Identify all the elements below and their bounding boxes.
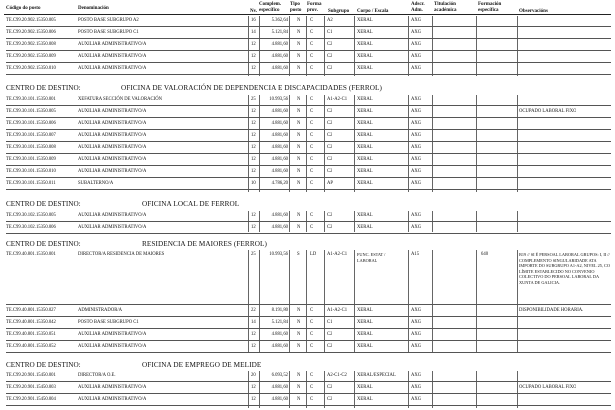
cell-codigo: TE.C99.20.902.15350.006 <box>6 30 56 35</box>
cell-adscr: AXG <box>411 397 422 402</box>
cell-nivel: 12 <box>251 133 256 138</box>
table-row-director <box>0 250 615 304</box>
cell-tipo: N <box>297 121 301 126</box>
cell-complemento: 4.881,60 <box>271 109 288 114</box>
cell-corpo: FUNC. ESTAT / LABORAL <box>357 252 386 263</box>
cell-adscr: AXG <box>411 344 422 349</box>
row-rule <box>6 233 611 234</box>
cell-forma: C <box>310 30 314 35</box>
cell-observacions: DISPONIBILIDADE HORARIA. <box>519 308 584 313</box>
table-row <box>0 342 615 352</box>
cell-forma: C <box>310 181 314 186</box>
cell-tipo: N <box>297 308 301 313</box>
cell-codigo: TE.C99.20.901.15450.004 <box>6 397 56 402</box>
cell-complemento: 4.881,60 <box>271 133 288 138</box>
cell-complemento: 5.121,84 <box>271 320 288 325</box>
cell-subgrupo: A1-A2-C1 <box>327 308 348 313</box>
cell-tipo: N <box>297 332 301 337</box>
cell-codigo: TE.C99.30.102.15350.005 <box>6 213 56 218</box>
cell-tipo: N <box>297 66 301 71</box>
cell-denominacion: AUXILIAR ADMINISTRATIVO/A <box>78 332 147 337</box>
cell-codigo: TE.C99.20.902.15350.010 <box>6 66 56 71</box>
cell-corpo: XERAL <box>357 157 373 162</box>
header-forma: Forma prov. <box>307 2 322 13</box>
cell-tipo: N <box>297 225 301 230</box>
table-row <box>0 107 615 117</box>
cell-subgrupo: C2 <box>327 385 333 390</box>
cell-tipo: S <box>297 252 300 257</box>
cell-adscr: AXG <box>411 66 422 71</box>
cell-tipo: N <box>297 344 301 349</box>
table-row <box>0 211 615 221</box>
table-row <box>0 16 615 26</box>
cell-observacions: OCUPADO LABORAL FIXO <box>519 109 577 114</box>
cell-tipo: N <box>297 54 301 59</box>
header-rule <box>4 14 611 15</box>
cell-codigo: TE.C99.30.101.15350.008 <box>6 145 56 150</box>
cell-complemento: 6.093,52 <box>271 373 288 378</box>
cell-adscr: AXG <box>411 42 422 47</box>
cell-nivel: 20 <box>251 373 256 378</box>
cell-corpo: XERAL <box>357 308 373 313</box>
cell-subgrupo: C2 <box>327 225 333 230</box>
table-row <box>0 52 615 62</box>
section-label: CENTRO DE DESTINO: <box>6 200 81 208</box>
cell-tipo: N <box>297 169 301 174</box>
row-rule <box>6 189 611 190</box>
cell-forma: LD <box>310 252 317 257</box>
cell-tipo: N <box>297 133 301 138</box>
table-row <box>0 179 615 189</box>
cell-complemento: 4.881,60 <box>271 54 288 59</box>
cell-codigo: TE.C99.30.101.15350.006 <box>6 121 56 126</box>
cell-subgrupo: C2 <box>327 344 333 349</box>
cell-denominacion: AUXILIAR ADMINISTRATIVO/A <box>78 157 147 162</box>
cell-denominacion: AUXILIAR ADMINISTRATIVO/A <box>78 169 147 174</box>
cell-observacions: B19 // SI É PERSOAL LABORAL GRUPOS: I, II // COMPLEMENTO SINGULARIDADE ATA IMPORTE DO SUBGRUPO A1-A2, NIVEL 25, CO LÍMITE ESTABLECIDO NO CONVENIO COLECTIVO DO PERSOAL LABORAL DA XUNTA DE GALICIA. <box>519 252 611 285</box>
cell-adscr: AXG <box>411 121 422 126</box>
cell-corpo: XERAL <box>357 332 373 337</box>
cell-denominacion: AUXILIAR ADMINISTRATIVO/A <box>78 385 147 390</box>
cell-codigo: TE.C99.20.902.15350.009 <box>6 54 56 59</box>
cell-denominacion: POSTO BASE SUBGRUPO C1 <box>78 320 139 325</box>
cell-subgrupo: C2 <box>327 169 333 174</box>
row-rule <box>6 74 611 75</box>
cell-corpo: XERAL <box>357 385 373 390</box>
cell-forma: C <box>310 308 314 313</box>
cell-corpo: XERAL <box>357 18 373 23</box>
header-codigo: Código do posto <box>6 6 41 11</box>
header-titulacion: Titulación académica <box>434 2 457 13</box>
cell-denominacion: AUXILIAR ADMINISTRATIVO/A <box>78 145 147 150</box>
cell-forma: C <box>310 169 314 174</box>
section-header-oficina-local <box>6 199 606 209</box>
header-observacions: Observacións <box>519 9 548 14</box>
cell-forma: C <box>310 42 314 47</box>
cell-tipo: N <box>297 397 301 402</box>
cell-nivel: 12 <box>251 42 256 47</box>
table-row <box>0 155 615 165</box>
header-formacion: Formación específica <box>478 2 502 13</box>
cell-denominacion: DIRECTOR/A O.E. <box>78 373 116 378</box>
cell-adscr: AXG <box>411 385 422 390</box>
cell-forma: C <box>310 213 314 218</box>
cell-corpo: XERAL <box>357 145 373 150</box>
cell-subgrupo: A2-C1-C2 <box>327 373 347 378</box>
cell-subgrupo: A2 <box>327 18 333 23</box>
section-name: OFICINA LOCAL DE FERROL <box>142 200 240 208</box>
row-rule <box>6 405 611 406</box>
cell-nivel: 12 <box>251 225 256 230</box>
row-rule <box>6 141 611 142</box>
cell-nivel: 12 <box>251 397 256 402</box>
cell-forma: C <box>310 97 314 102</box>
cell-corpo: XERAL/ESPECIAL <box>357 373 396 378</box>
header-denominacion: Denominación <box>78 6 109 11</box>
cell-adscr: AXG <box>411 181 422 186</box>
row-rule <box>6 221 611 222</box>
cell-tipo: N <box>297 97 301 102</box>
cell-tipo: N <box>297 373 301 378</box>
section-label: CENTRO DE DESTINO: <box>6 84 81 92</box>
table-row <box>0 383 615 393</box>
cell-observacions: OCUPADO LABORAL FIXO <box>519 385 577 390</box>
cell-corpo: XERAL <box>357 181 373 186</box>
table-row <box>0 143 615 153</box>
cell-nivel: 25 <box>251 252 256 257</box>
cell-forma: C <box>310 225 314 230</box>
cell-codigo: TE.C99.20.901.15450.001 <box>6 373 56 378</box>
cell-nivel: 12 <box>251 109 256 114</box>
cell-adscr: AXG <box>411 54 422 59</box>
row-rule <box>6 304 611 305</box>
table-row <box>0 95 615 105</box>
cell-tipo: N <box>297 42 301 47</box>
cell-codigo: TE.C99.30.101.15350.011 <box>6 181 56 186</box>
cell-corpo: XERAL <box>357 133 373 138</box>
table-row <box>0 371 615 381</box>
cell-subgrupo: C2 <box>327 42 333 47</box>
cell-complemento: 10.993,56 <box>269 252 288 257</box>
cell-forma: C <box>310 133 314 138</box>
cell-corpo: XERAL <box>357 397 373 402</box>
cell-subgrupo: A1-A2-C1 <box>327 252 348 257</box>
cell-complemento: 10.993,56 <box>269 97 288 102</box>
cell-forma: C <box>310 320 314 325</box>
cell-denominacion: AUXILIAR ADMINISTRATIVO/A <box>78 109 147 114</box>
cell-forma: C <box>310 344 314 349</box>
cell-adscr: AXG <box>411 332 422 337</box>
cell-corpo: XERAL <box>357 42 373 47</box>
cell-nivel: 12 <box>251 344 256 349</box>
cell-subgrupo: C2 <box>327 54 333 59</box>
cell-subgrupo: C2 <box>327 332 333 337</box>
cell-denominacion: DIRECTOR/A RESIDENCIA DE MAIORES <box>78 252 165 257</box>
cell-denominacion: POSTO BASE SUBGRUPO A2 <box>78 18 139 23</box>
cell-nivel: 12 <box>251 145 256 150</box>
cell-forma: C <box>310 157 314 162</box>
cell-codigo: TE.C99.30.101.15350.001 <box>6 97 56 102</box>
cell-forma: C <box>310 145 314 150</box>
cell-codigo: TE.C99.30.101.15350.007 <box>6 133 56 138</box>
cell-subgrupo: C2 <box>327 397 333 402</box>
table-row <box>0 167 615 177</box>
cell-denominacion: AUXILIAR ADMINISTRATIVO/A <box>78 121 147 126</box>
cell-adscr: AXG <box>411 373 422 378</box>
cell-forma: C <box>310 121 314 126</box>
cell-denominacion: ADMINISTRADOR/A <box>78 308 123 313</box>
cell-codigo: TE.C99.30.101.15350.009 <box>6 157 56 162</box>
cell-complemento: 4.881,60 <box>271 397 288 402</box>
cell-complemento: 5.121,84 <box>271 30 288 35</box>
section-label: CENTRO DE DESTINO: <box>6 240 81 248</box>
cell-nivel: 12 <box>251 121 256 126</box>
row-rule <box>6 381 611 382</box>
cell-denominacion: POSTO BASE SUBGRUPO C1 <box>78 30 139 35</box>
header-tipo: Tipo posto <box>290 2 302 13</box>
cell-formacion: 640 <box>481 252 489 257</box>
table-row <box>0 28 615 38</box>
cell-subgrupo: C2 <box>327 66 333 71</box>
row-rule <box>6 177 611 178</box>
cell-denominacion: SUBALTERNO/A <box>78 181 114 186</box>
cell-subgrupo: A1-A2-C1 <box>327 97 348 102</box>
cell-denominacion: AUXILIAR ADMINISTRATIVO/A <box>78 213 147 218</box>
cell-denominacion: XEFATURA SECCIÓN DE VALORACIÓN <box>78 97 162 102</box>
cell-codigo: TE.C99.40.801.15350.027 <box>6 308 56 313</box>
row-rule <box>6 316 611 317</box>
cell-adscr: AXG <box>411 30 422 35</box>
cell-codigo: TE.C99.30.101.15350.005 <box>6 109 56 114</box>
cell-adscr: AXG <box>411 320 422 325</box>
cell-complemento: 4.881,60 <box>271 121 288 126</box>
cell-denominacion: AUXILIAR ADMINISTRATIVO/A <box>78 42 147 47</box>
cell-adscr: AXG <box>411 18 422 23</box>
cell-corpo: XERAL <box>357 109 373 114</box>
cell-nivel: 12 <box>251 385 256 390</box>
cell-complemento: 5.362,64 <box>271 18 288 23</box>
cell-corpo: XERAL <box>357 121 373 126</box>
row-rule <box>6 153 611 154</box>
section-name: RESIDENCIA DE MAIORES (FERROL) <box>142 240 267 248</box>
cell-nivel: 16 <box>251 18 256 23</box>
cell-forma: C <box>310 385 314 390</box>
row-rule <box>6 26 611 27</box>
section-header-melide <box>6 360 606 370</box>
cell-adscr: AXG <box>411 97 422 102</box>
cell-nivel: 12 <box>251 332 256 337</box>
cell-nivel: 10 <box>251 181 256 186</box>
cell-subgrupo: AP <box>327 181 333 186</box>
cell-complemento: 4.881,60 <box>271 213 288 218</box>
section-header-residencia <box>6 239 606 249</box>
cell-adscr: AXG <box>411 133 422 138</box>
row-rule <box>6 105 611 106</box>
row-rule <box>6 62 611 63</box>
cell-corpo: XERAL <box>357 213 373 218</box>
cell-tipo: N <box>297 30 301 35</box>
cell-forma: C <box>310 54 314 59</box>
cell-complemento: 4.881,60 <box>271 157 288 162</box>
section-name: OFICINA DE EMPREGO DE MELIDE <box>142 361 262 369</box>
cell-subgrupo: C2 <box>327 109 333 114</box>
cell-complemento: 4.881,60 <box>271 225 288 230</box>
cell-forma: C <box>310 373 314 378</box>
cell-tipo: N <box>297 320 301 325</box>
cell-codigo: TE.C99.40.801.15350.052 <box>6 344 56 349</box>
cell-complemento: 8.191,80 <box>271 308 288 313</box>
cell-adscr: A15 <box>411 252 420 257</box>
cell-corpo: XERAL <box>357 97 373 102</box>
cell-denominacion: AUXILIAR ADMINISTRATIVO/A <box>78 397 147 402</box>
cell-corpo: XERAL <box>357 320 373 325</box>
header-nivel: Nv. <box>250 9 258 14</box>
cell-codigo: TE.C99.30.101.15350.010 <box>6 169 56 174</box>
cell-subgrupo: C2 <box>327 133 333 138</box>
table-row <box>0 119 615 129</box>
cell-denominacion: AUXILIAR ADMINISTRATIVO/A <box>78 66 147 71</box>
row-rule <box>6 340 611 341</box>
cell-adscr: AXG <box>411 308 422 313</box>
cell-forma: C <box>310 397 314 402</box>
cell-nivel: 14 <box>251 30 256 35</box>
cell-subgrupo: C1 <box>327 30 333 35</box>
cell-codigo: TE.C99.40.801.15350.051 <box>6 332 56 337</box>
cell-denominacion: AUXILIAR ADMINISTRATIVO/A <box>78 54 147 59</box>
cell-subgrupo: C2 <box>327 213 333 218</box>
header-corpo: Corpo / Escala <box>357 9 389 14</box>
cell-complemento: 4.881,60 <box>271 145 288 150</box>
cell-corpo: XERAL <box>357 344 373 349</box>
row-rule <box>6 393 611 394</box>
row-rule <box>6 129 611 130</box>
cell-codigo: TE.C99.40.801.15350.001 <box>6 252 56 257</box>
cell-adscr: AXG <box>411 145 422 150</box>
cell-tipo: N <box>297 157 301 162</box>
row-rule <box>6 50 611 51</box>
row-rule <box>6 117 611 118</box>
cell-tipo: N <box>297 18 301 23</box>
cell-subgrupo: C1 <box>327 320 333 325</box>
cell-adscr: AXG <box>411 213 422 218</box>
cell-nivel: 22 <box>251 308 256 313</box>
table-row <box>0 306 615 316</box>
row-rule <box>6 328 611 329</box>
cell-nivel: 12 <box>251 213 256 218</box>
table-row <box>0 131 615 141</box>
cell-complemento: 4.786,20 <box>271 181 288 186</box>
cell-tipo: N <box>297 181 301 186</box>
cell-nivel: 12 <box>251 66 256 71</box>
cell-nivel: 14 <box>251 320 256 325</box>
cell-corpo: XERAL <box>357 169 373 174</box>
cell-forma: C <box>310 332 314 337</box>
cell-forma: C <box>310 66 314 71</box>
cell-codigo: TE.C99.20.902.15350.008 <box>6 42 56 47</box>
cell-tipo: N <box>297 109 301 114</box>
cell-complemento: 4.881,60 <box>271 344 288 349</box>
cell-adscr: AXG <box>411 169 422 174</box>
cell-codigo: TE.C99.40.801.15350.042 <box>6 320 56 325</box>
cell-tipo: N <box>297 385 301 390</box>
cell-subgrupo: C2 <box>327 121 333 126</box>
row-rule <box>6 38 611 39</box>
table-row <box>0 330 615 340</box>
cell-adscr: AXG <box>411 157 422 162</box>
cell-complemento: 4.881,60 <box>271 66 288 71</box>
cell-nivel: 12 <box>251 54 256 59</box>
cell-tipo: N <box>297 145 301 150</box>
cell-complemento: 4.881,60 <box>271 332 288 337</box>
table-row <box>0 395 615 405</box>
table-row <box>0 318 615 328</box>
cell-corpo: XERAL <box>357 66 373 71</box>
cell-adscr: AXG <box>411 225 422 230</box>
section-name: OFICINA DE VALORACIÓN DE DEPENDENCIA E DISCAPACIDADES (FERROL) <box>121 84 383 92</box>
cell-denominacion: AUXILIAR ADMINISTRATIVO/A <box>78 344 147 349</box>
table-row <box>0 223 615 233</box>
row-rule <box>6 352 611 353</box>
cell-complemento: 4.881,60 <box>271 169 288 174</box>
header-complemento: Complem. específico <box>259 2 282 13</box>
cell-corpo: XERAL <box>357 225 373 230</box>
cell-forma: C <box>310 18 314 23</box>
cell-codigo: TE.C99.30.102.15350.006 <box>6 225 56 230</box>
cell-nivel: 12 <box>251 169 256 174</box>
cell-complemento: 4.881,60 <box>271 385 288 390</box>
cell-denominacion: AUXILIAR ADMINISTRATIVO/A <box>78 225 147 230</box>
cell-subgrupo: C2 <box>327 145 333 150</box>
cell-complemento: 4.881,60 <box>271 42 288 47</box>
cell-forma: C <box>310 109 314 114</box>
section-header-valoracion <box>6 83 606 93</box>
cell-adscr: AXG <box>411 109 422 114</box>
cell-subgrupo: C2 <box>327 157 333 162</box>
cell-denominacion: AUXILIAR ADMINISTRATIVO/A <box>78 133 147 138</box>
cell-codigo: TE.C99.20.901.15450.003 <box>6 385 56 390</box>
cell-nivel: 12 <box>251 157 256 162</box>
cell-tipo: N <box>297 213 301 218</box>
cell-codigo: TE.C99.20.902.15350.005 <box>6 18 56 23</box>
cell-corpo: XERAL <box>357 54 373 59</box>
section-label: CENTRO DE DESTINO: <box>6 361 81 369</box>
cell-nivel: 25 <box>251 97 256 102</box>
row-rule <box>6 165 611 166</box>
header-subgrupo: Subgrupo <box>328 9 350 14</box>
table-row <box>0 40 615 50</box>
table-row <box>0 64 615 74</box>
cell-corpo: XERAL <box>357 30 373 35</box>
header-adscr: Adscr. Adm. <box>411 2 425 13</box>
